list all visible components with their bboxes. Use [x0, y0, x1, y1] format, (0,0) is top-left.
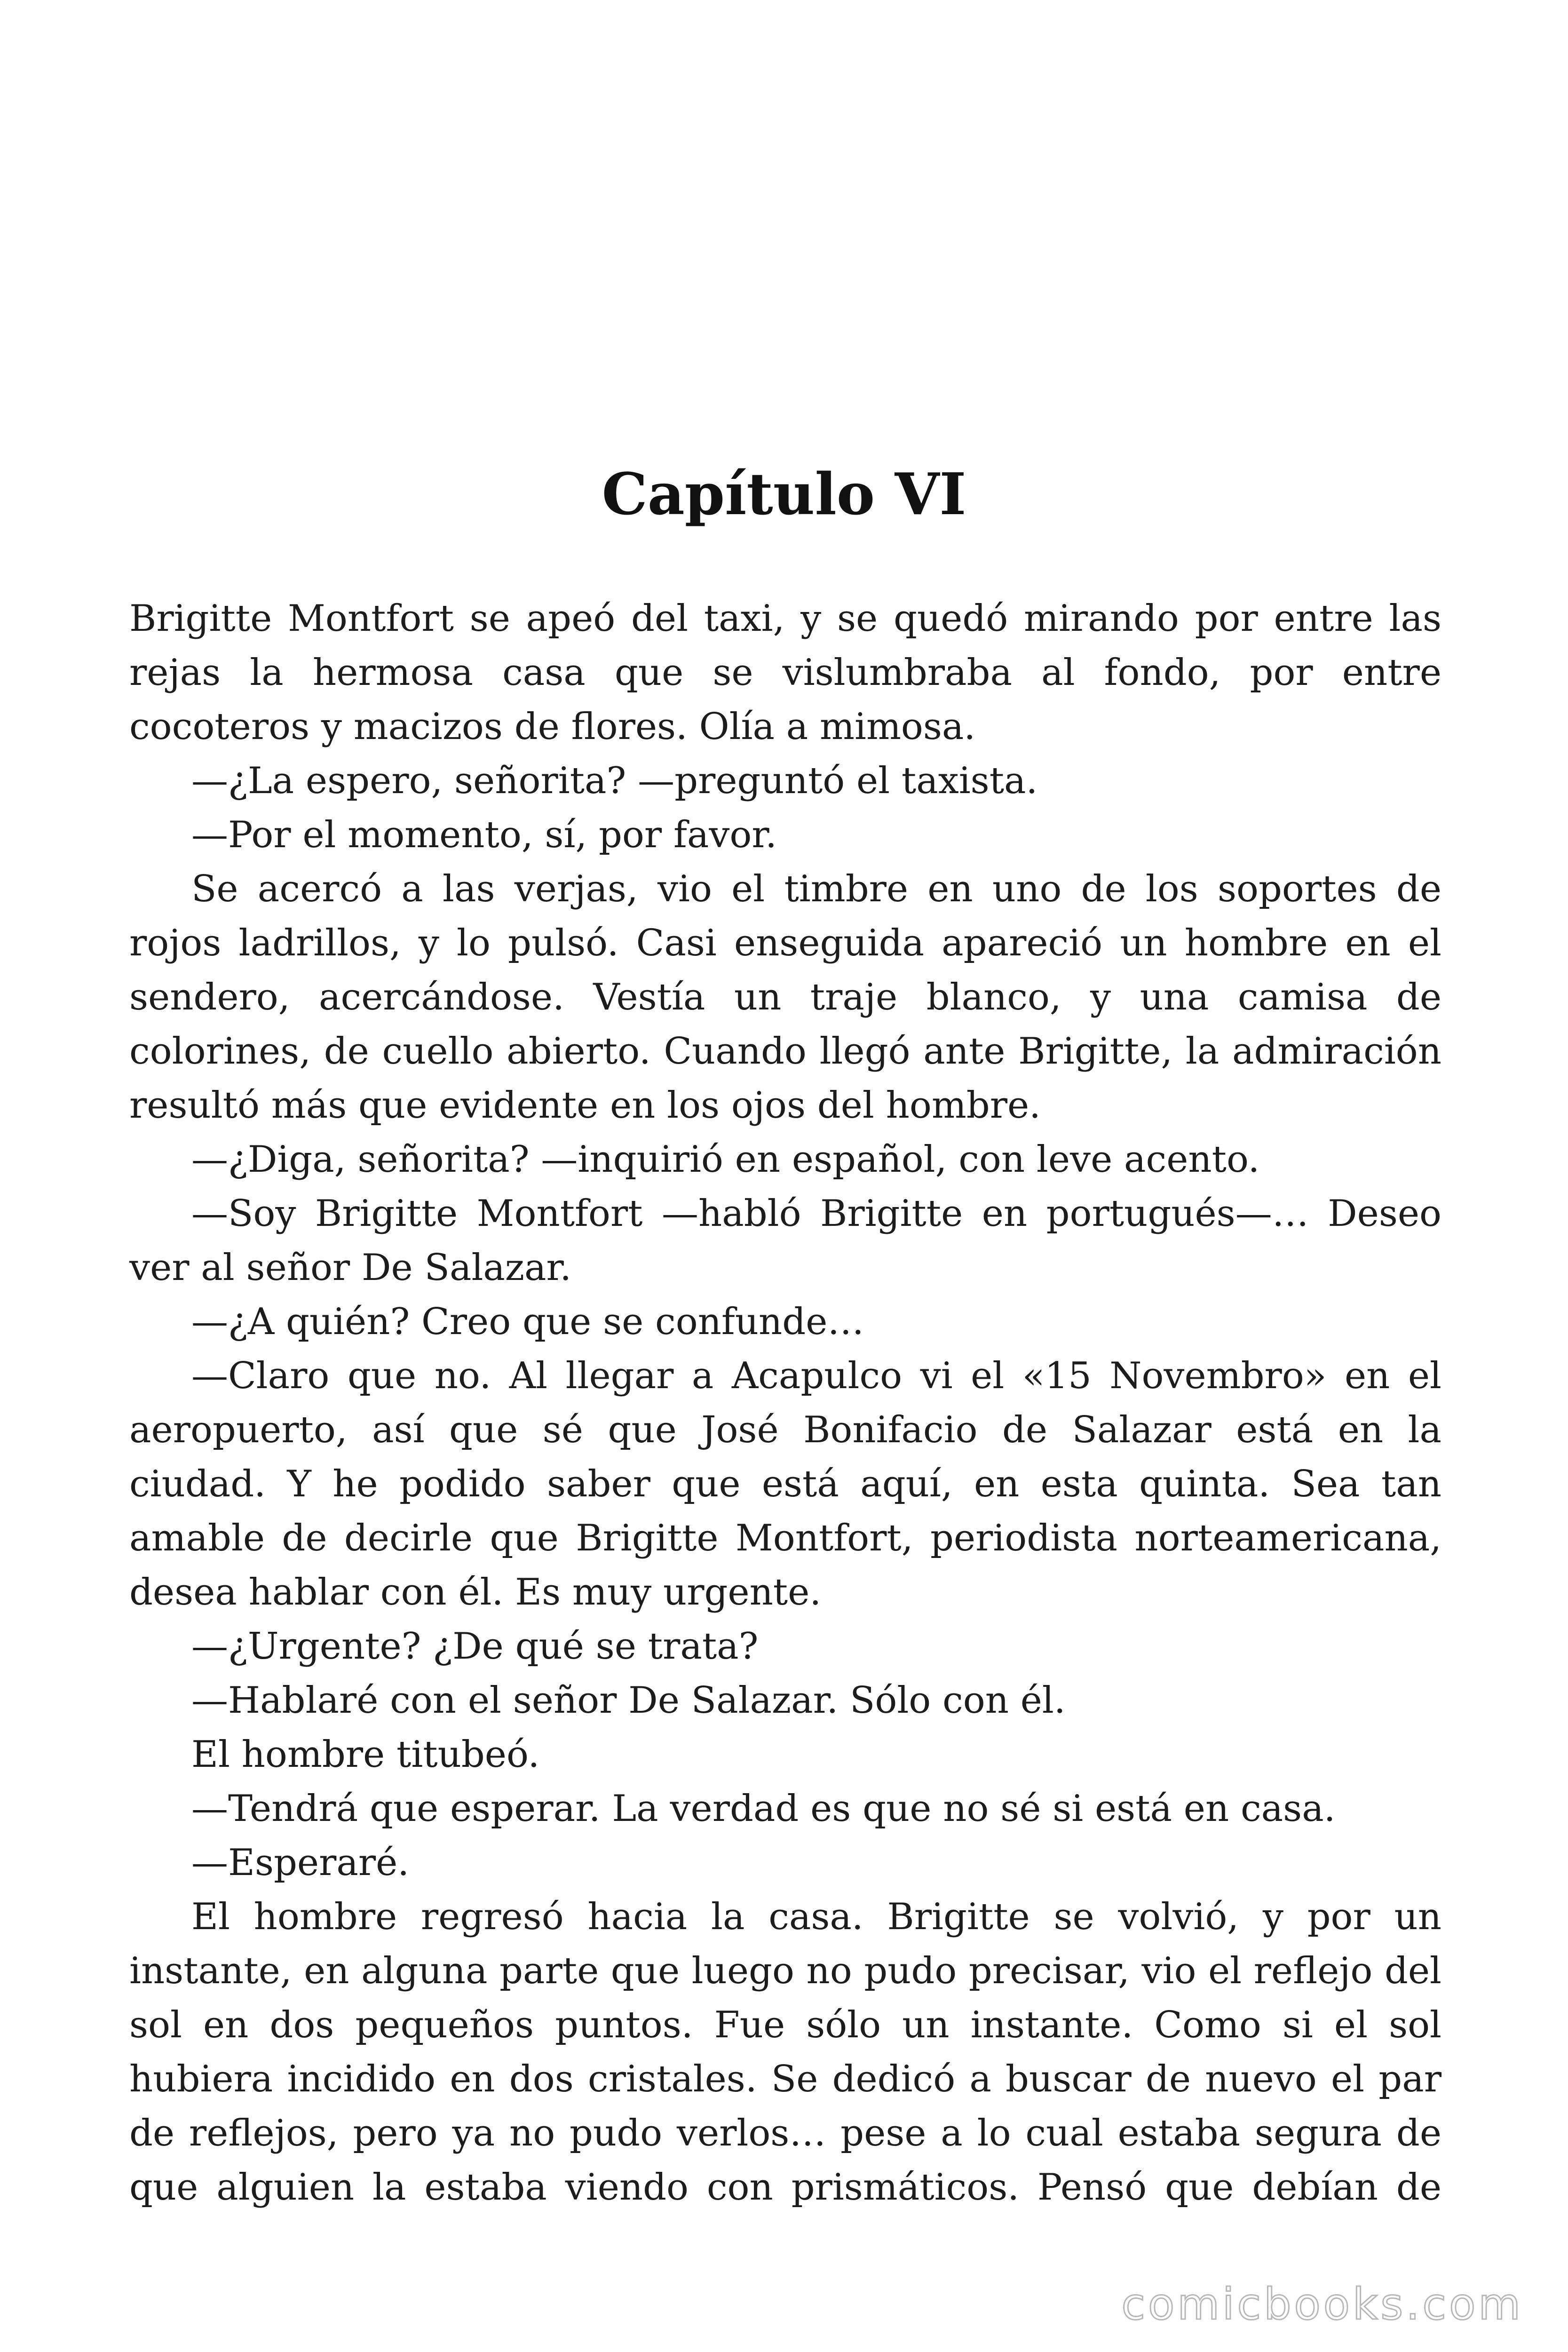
chapter-title: Capítulo VI [602, 460, 966, 528]
paragraph: —¿Urgente? ¿De qué se trata? [191, 1625, 759, 1668]
paragraph: —Por el momento, sí, por favor. [191, 814, 777, 856]
paragraph: —Soy Brigitte Montfort —habló Brigitte en portugués—… Deseo ver al señor De Salazar. [129, 1192, 1441, 1289]
paragraph: Brigitte Montfort se apeó del taxi, y se quedó mirando por entre las rejas la hermosa casa que se vislumbraba al fondo, por entre cocoteros y macizos de flores. Olía a mimosa. [129, 597, 1441, 748]
paragraph: Se acercó a las verjas, vio el timbre en uno de los soportes de rojos ladrillos, y lo pulsó. Casi enseguida apareció un hombre en el sendero, acercándose. Vestía un traje blanco, y una camisa de colorines, de cuello abierto. Cuando llegó ante Brigitte, la admiración resultó más que evidente en los ojos del hombre. [129, 868, 1441, 1127]
paragraph: El hombre regresó hacia la casa. Brigitte se volvió, y por un instante, en alguna parte que luego no pudo precisar, vio el reflejo del sol en dos pequeños puntos. Fue sólo un instante. Como si el sol hubiera incidido en dos cristales. Se dedicó a buscar de nuevo el par de reflejos, pero ya no pudo verlos… pese a lo cual estaba segura de que alguien la estaba viendo con prismáticos. Pensó que debían de [129, 1896, 1441, 2209]
watermark: comicbooks.com [1121, 2279, 1523, 2329]
paragraph: El hombre titubeó. [191, 1733, 540, 1776]
paragraph: —Tendrá que esperar. La verdad es que no sé si está en casa. [191, 1788, 1336, 1830]
chapter-body [129, 592, 1441, 2215]
paragraph: —¿La espero, señorita? —preguntó el taxista. [191, 760, 1038, 802]
paragraph: —Hablaré con el señor De Salazar. Sólo con él. [191, 1679, 1066, 1722]
paragraph: —¿Diga, señorita? —inquirió en español, con leve acento. [191, 1138, 1260, 1181]
paragraph: —Claro que no. Al llegar a Acapulco vi el «15 Novembro» en el aeropuerto, así que sé que José Bonifacio de Salazar está en la ciudad. Y he podido saber que está aquí, en esta quinta. Sea tan amable de decirle que Brigitte Montfort, periodista norteamericana, desea hablar con él. Es muy urgente. [129, 1355, 1441, 1613]
paragraph: —Esperaré. [191, 1842, 410, 1884]
paragraph: —¿A quién? Creo que se confunde… [191, 1301, 864, 1343]
